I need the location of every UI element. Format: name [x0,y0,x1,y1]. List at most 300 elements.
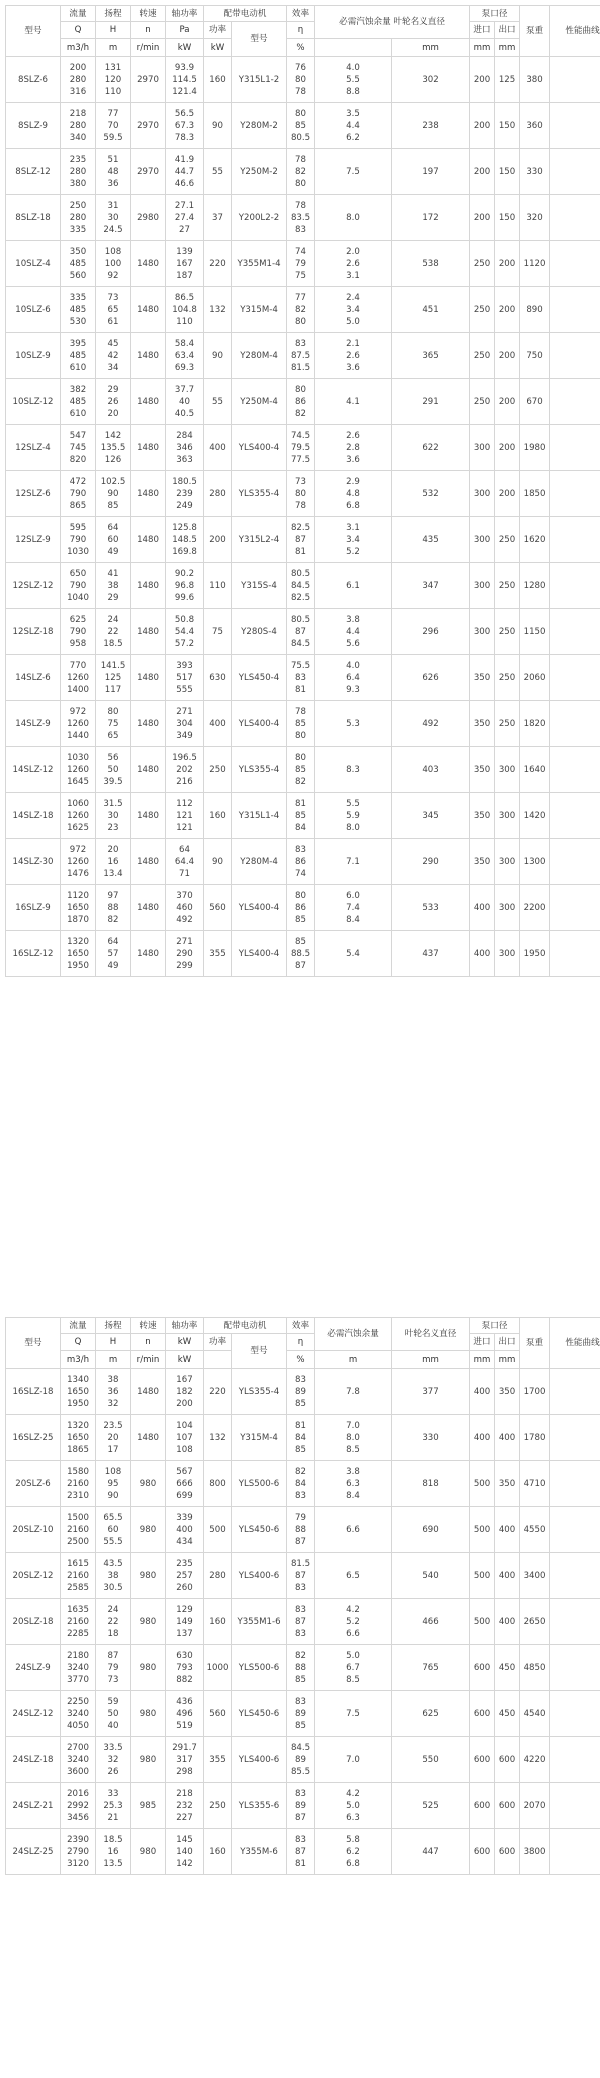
npsh-cell-value: 4.1 [346,396,360,407]
curve-cell [550,839,600,885]
npsh-cell-value: 6.7 [346,1662,360,1673]
head-cell-value: 16 [107,856,119,867]
curve-cell [550,1369,600,1415]
head-cell [96,1645,131,1691]
flow-cell [61,563,96,609]
shaft-power-cell-value: 304 [176,718,193,729]
outlet-cell: 300 [495,793,520,839]
speed-cell: 980 [131,1461,166,1507]
shaft-power-cell-value: 290 [176,948,193,959]
table-row [6,57,600,103]
efficiency-cell-value: 82 [295,304,306,315]
efficiency-cell-value: 80 [295,730,306,741]
flow-cell-value: 2016 [67,1788,89,1799]
efficiency-cell [287,1691,315,1737]
shaft-power-cell-value: 167 [176,258,193,269]
efficiency-cell-value: 85 [295,810,306,821]
flow-cell-value: 770 [69,660,87,671]
efficiency-cell [287,241,315,287]
col-efficiency-header: 效率 [287,6,315,22]
speed-cell: 1480 [131,425,166,471]
head-cell-value: 38 [107,580,119,591]
head-cell-value: 65.5 [103,1512,123,1523]
speed-cell: 980 [131,1829,166,1875]
efficiency-cell [287,701,315,747]
flow-cell [61,1645,96,1691]
head-cell-value: 56 [107,752,119,763]
shaft-power-cell [166,931,204,977]
efficiency-cell-value: 73 [295,476,306,487]
efficiency-cell-value: 81.5 [290,1558,311,1569]
curve-cell [550,1599,600,1645]
efficiency-cell [287,379,315,425]
motor-power-cell: 250 [204,1783,232,1829]
head-cell-value: 90 [107,488,119,499]
motor-model-cell: Y315S-4 [232,563,287,609]
speed-cell: 1480 [131,1415,166,1461]
head-cell [96,195,131,241]
head-cell-value: 102.5 [100,476,126,487]
shaft-power-cell-value: 517 [176,672,193,683]
npsh-cell-value: 5.5 [346,798,360,809]
npsh-cell [315,885,392,931]
efficiency-cell-value: 78 [295,200,306,211]
motor-power-cell: 160 [204,1599,232,1645]
flow-cell [61,1829,96,1875]
motor-power-cell: 55 [204,149,232,195]
shaft-power-cell-value: 86.5 [174,292,195,303]
head-cell-value: 73 [107,292,119,303]
shaft-power-cell-value: 108 [176,1444,193,1455]
shaft-power-cell [166,287,204,333]
flow-cell-value: 2500 [67,1536,89,1547]
sym-h: H [96,1334,131,1351]
npsh-cell-value: 7.5 [346,1708,360,1719]
npsh-cell [315,1415,392,1461]
shaft-power-cell [166,57,204,103]
motor-power-cell: 400 [204,701,232,747]
flow-cell-value: 335 [69,224,87,235]
shaft-power-cell [166,103,204,149]
efficiency-cell [287,609,315,655]
motor-power-cell: 160 [204,57,232,103]
outlet-cell: 400 [495,1599,520,1645]
efficiency-cell-value: 83 [295,338,306,349]
shaft-power-cell-value: 56.5 [174,108,195,119]
flow-cell-value: 2585 [67,1582,89,1593]
col-head-header: 扬程 [96,6,131,22]
flow-cell-value: 1040 [67,592,89,603]
head-cell-value: 36 [107,1386,119,1397]
efficiency-cell-value: 83 [295,1788,306,1799]
motor-model-cell: Y280M-2 [232,103,287,149]
npsh-cell-value: 6.3 [346,1478,360,1489]
head-cell [96,149,131,195]
shaft-power-cell-value: 169.8 [172,546,197,557]
head-cell-value: 65 [107,730,119,741]
weight-cell: 4220 [520,1737,550,1783]
flow-cell-value: 1260 [67,856,89,867]
head-cell-value: 61 [107,316,119,327]
flow-cell [61,931,96,977]
weight-cell: 1950 [520,931,550,977]
motor-power-cell: 800 [204,1461,232,1507]
motor-power-label: 功率 [204,1334,232,1351]
outlet-cell: 250 [495,655,520,701]
speed-cell: 1480 [131,287,166,333]
head-cell-value: 17 [107,1444,119,1455]
motor-model-cell: Y250M-4 [232,379,287,425]
model-cell: 24SLZ-18 [6,1737,61,1783]
flow-cell-value: 395 [69,338,87,349]
impeller-cell: 765 [392,1645,470,1691]
col-efficiency-header: 效率 [287,1318,315,1334]
weight-cell: 2070 [520,1783,550,1829]
shaft-power-cell-value: 260 [176,1582,193,1593]
impeller-cell: 290 [392,839,470,885]
efficiency-cell-value: 80.5 [290,614,311,625]
efficiency-cell-value: 81 [295,1420,306,1431]
weight-cell: 1820 [520,701,550,747]
weight-cell: 320 [520,195,550,241]
impeller-cell: 466 [392,1599,470,1645]
speed-cell: 2980 [131,195,166,241]
col-speed-header: 转速 [131,6,166,22]
weight-cell: 360 [520,103,550,149]
unit-shaft-power: kW [166,1351,204,1369]
head-cell-value: 26 [107,396,119,407]
flow-cell-value: 1030 [67,546,89,557]
npsh-cell-value: 6.2 [346,132,360,143]
weight-cell: 3400 [520,1553,550,1599]
head-cell-value: 131 [104,62,122,73]
head-cell [96,701,131,747]
curve-cell [550,103,600,149]
npsh-cell-value: 5.0 [346,316,360,327]
npsh-cell [315,1737,392,1783]
npsh-cell [315,1507,392,1553]
flow-cell-value: 1615 [67,1558,89,1569]
npsh-cell-value: 7.1 [346,856,360,867]
head-cell-value: 59 [107,1696,119,1707]
flow-cell-value: 610 [69,408,87,419]
head-cell-value: 126 [104,454,122,465]
weight-cell: 1640 [520,747,550,793]
shaft-power-cell-value: 271 [176,936,193,947]
inlet-cell: 300 [470,517,495,563]
head-cell-value: 32 [107,1398,119,1409]
efficiency-cell [287,333,315,379]
flow-cell-value: 1645 [67,776,89,787]
npsh-cell [315,287,392,333]
outlet-cell: 250 [495,563,520,609]
shaft-power-cell-value: 121.4 [172,86,197,97]
flow-cell-value: 2180 [67,1650,89,1661]
outlet-cell: 300 [495,839,520,885]
efficiency-cell-value: 81 [295,1858,306,1869]
flow-cell-value: 382 [69,384,87,395]
shaft-power-cell-value: 142 [176,1858,193,1869]
table-row [6,609,600,655]
motor-power-cell: 280 [204,1553,232,1599]
efficiency-cell-value: 83 [295,1834,306,1845]
col-impeller-header: 叶轮名义直径 [392,1318,470,1351]
shaft-power-cell-value: 793 [176,1662,193,1673]
npsh-cell-value: 3.1 [346,522,360,533]
flow-cell [61,839,96,885]
shaft-power-cell-value: 291.7 [172,1742,197,1753]
impeller-cell: 347 [392,563,470,609]
motor-power-cell: 355 [204,931,232,977]
efficiency-cell-value: 82.5 [290,522,311,533]
head-cell-value: 40 [107,1720,119,1731]
weight-cell: 2060 [520,655,550,701]
table-row [6,425,600,471]
head-cell [96,839,131,885]
outlet-cell: 450 [495,1691,520,1737]
efficiency-cell [287,195,315,241]
head-cell-value: 50 [107,764,119,775]
head-cell-value: 87 [107,1650,119,1661]
model-cell: 14SLZ-6 [6,655,61,701]
impeller-cell: 525 [392,1783,470,1829]
table-row [6,103,600,149]
weight-cell: 2650 [520,1599,550,1645]
table-row [6,241,600,287]
flow-cell-value: 280 [69,212,87,223]
npsh-cell-value: 8.8 [346,86,360,97]
flow-cell-value: 2160 [67,1478,89,1489]
weight-cell: 1420 [520,793,550,839]
head-cell [96,1507,131,1553]
motor-model-cell: YLS355-4 [232,471,287,517]
motor-model-cell: YLS355-6 [232,1783,287,1829]
head-cell [96,1783,131,1829]
flow-cell-value: 2160 [67,1524,89,1535]
head-cell [96,1599,131,1645]
efficiency-cell-value: 80 [295,178,306,189]
efficiency-cell [287,1783,315,1829]
shaft-power-cell [166,379,204,425]
npsh-cell-value: 6.3 [346,1812,360,1823]
flow-cell-value: 2160 [67,1616,89,1627]
speed-cell: 1480 [131,747,166,793]
flow-cell-value: 1060 [67,798,89,809]
model-cell: 8SLZ-6 [6,57,61,103]
shaft-power-cell-value: 40.5 [174,408,195,419]
npsh-cell-value: 8.4 [346,1490,360,1501]
efficiency-cell-value: 83 [295,1374,306,1385]
inlet-cell: 250 [470,241,495,287]
col-shaft-power-header: 轴功率 [166,6,204,22]
shaft-power-cell [166,471,204,517]
head-cell-value: 32 [107,1754,119,1765]
flow-cell-value: 1260 [67,764,89,775]
shaft-power-cell-value: 249 [176,500,193,511]
head-cell-value: 135.5 [100,442,126,453]
inlet-cell: 300 [470,471,495,517]
flow-cell-value: 1340 [67,1374,89,1385]
curve-cell [550,471,600,517]
npsh-cell [315,1553,392,1599]
npsh-cell [315,563,392,609]
shaft-power-cell-value: 180.5 [172,476,197,487]
npsh-cell [315,747,392,793]
motor-power-cell: 160 [204,793,232,839]
efficiency-cell-value: 80 [295,108,306,119]
shaft-power-cell [166,747,204,793]
motor-power-cell: 110 [204,563,232,609]
flow-cell-value: 2285 [67,1628,89,1639]
speed-cell: 980 [131,1553,166,1599]
efficiency-cell [287,1553,315,1599]
outlet-cell: 300 [495,931,520,977]
head-cell [96,655,131,701]
inlet-cell: 600 [470,1691,495,1737]
model-cell: 24SLZ-21 [6,1783,61,1829]
table-row [6,1645,600,1691]
motor-power-label: 功率 [204,22,232,39]
head-cell-value: 60 [107,534,119,545]
efficiency-cell-value: 76 [295,62,306,73]
efficiency-cell [287,885,315,931]
flow-cell-value: 1580 [67,1466,89,1477]
speed-cell: 980 [131,1645,166,1691]
efficiency-cell [287,1645,315,1691]
table-row [6,287,600,333]
npsh-cell-value: 5.8 [346,1834,360,1845]
shaft-power-cell-value: 27.1 [174,200,195,211]
flow-cell-value: 1476 [67,868,89,879]
shaft-power-cell-value: 567 [176,1466,193,1477]
motor-power-cell: 90 [204,103,232,149]
npsh-cell-value: 3.4 [346,304,360,315]
speed-cell: 1480 [131,1369,166,1415]
shaft-power-cell-value: 46.6 [174,178,195,189]
head-cell-value: 34 [107,362,119,373]
flow-cell-value: 200 [69,62,87,73]
head-cell [96,931,131,977]
impeller-cell: 532 [392,471,470,517]
col-shaft-power-header: 轴功率 [166,1318,204,1334]
impeller-cell: 625 [392,1691,470,1737]
flow-cell-value: 1650 [67,1432,89,1443]
table-row [6,149,600,195]
flow-cell-value: 1260 [67,672,89,683]
motor-power-cell: 90 [204,839,232,885]
model-cell: 20SLZ-18 [6,1599,61,1645]
motor-model-cell: Y355M1-6 [232,1599,287,1645]
flow-cell-value: 1320 [67,1420,89,1431]
head-cell-value: 117 [104,684,122,695]
flow-cell-value: 2250 [67,1696,89,1707]
head-cell-value: 49 [107,546,119,557]
efficiency-cell-value: 83 [295,1696,306,1707]
flow-cell [61,471,96,517]
weight-cell: 1300 [520,839,550,885]
head-cell-value: 82 [107,914,119,925]
shaft-power-cell [166,839,204,885]
motor-power-cell: 200 [204,517,232,563]
curve-cell [550,195,600,241]
speed-cell: 1480 [131,471,166,517]
motor-model-cell: Y280S-4 [232,609,287,655]
motor-model-cell: Y315M-4 [232,287,287,333]
flow-cell-value: 790 [69,534,87,545]
npsh-cell-value: 4.2 [346,1788,360,1799]
npsh-cell-value: 7.4 [346,902,360,913]
motor-power-cell: 75 [204,609,232,655]
shaft-power-cell [166,793,204,839]
speed-cell: 980 [131,1691,166,1737]
npsh-cell-value: 5.5 [346,74,360,85]
shaft-power-cell-value: 202 [176,764,193,775]
model-cell: 12SLZ-6 [6,471,61,517]
motor-model-cell: YLS450-4 [232,655,287,701]
flow-cell-value: 4050 [67,1720,89,1731]
curve-cell [550,1461,600,1507]
efficiency-cell-value: 78 [295,86,306,97]
efficiency-cell-value: 87 [295,626,306,637]
head-cell-value: 29 [107,384,119,395]
shaft-power-cell-value: 78.3 [174,132,195,143]
efficiency-cell-value: 74 [295,868,306,879]
npsh-cell-value: 8.0 [346,822,360,833]
speed-cell: 2970 [131,103,166,149]
table-row [6,793,600,839]
outlet-cell: 200 [495,471,520,517]
efficiency-cell [287,1829,315,1875]
speed-cell: 980 [131,1599,166,1645]
efficiency-cell-value: 88.5 [290,948,311,959]
model-cell: 12SLZ-9 [6,517,61,563]
curve-cell [550,1737,600,1783]
motor-model-cell: YLS400-4 [232,425,287,471]
flow-cell-value: 316 [69,86,87,97]
npsh-cell-value: 6.5 [346,1570,360,1581]
efficiency-cell [287,149,315,195]
speed-cell: 1480 [131,885,166,931]
motor-model-cell: YLS400-4 [232,701,287,747]
flow-cell [61,1369,96,1415]
shaft-power-cell [166,149,204,195]
shaft-power-cell-value: 110 [176,316,193,327]
table-row [6,1599,600,1645]
col-flow-header: 流量 [61,1318,96,1334]
weight-cell: 380 [520,57,550,103]
table-row [6,747,600,793]
npsh-cell-value: 3.6 [346,362,360,373]
outlet-cell: 300 [495,885,520,931]
efficiency-cell-value: 80 [295,752,306,763]
impeller-cell: 302 [392,57,470,103]
shaft-power-cell-value: 54.4 [174,626,195,637]
npsh-cell-value: 5.3 [346,718,360,729]
speed-cell: 1480 [131,563,166,609]
curve-cell [550,287,600,333]
impeller-cell: 447 [392,1829,470,1875]
table-row [6,517,600,563]
efficiency-cell-value: 85 [295,120,306,131]
flow-cell-value: 485 [69,258,87,269]
npsh-cell-value: 6.4 [346,672,360,683]
shaft-power-cell [166,609,204,655]
head-cell-value: 50 [107,1708,119,1719]
efficiency-cell-value: 84 [295,1432,306,1443]
head-cell-value: 24.5 [103,224,123,235]
npsh-cell [315,103,392,149]
head-cell-value: 110 [104,86,122,97]
